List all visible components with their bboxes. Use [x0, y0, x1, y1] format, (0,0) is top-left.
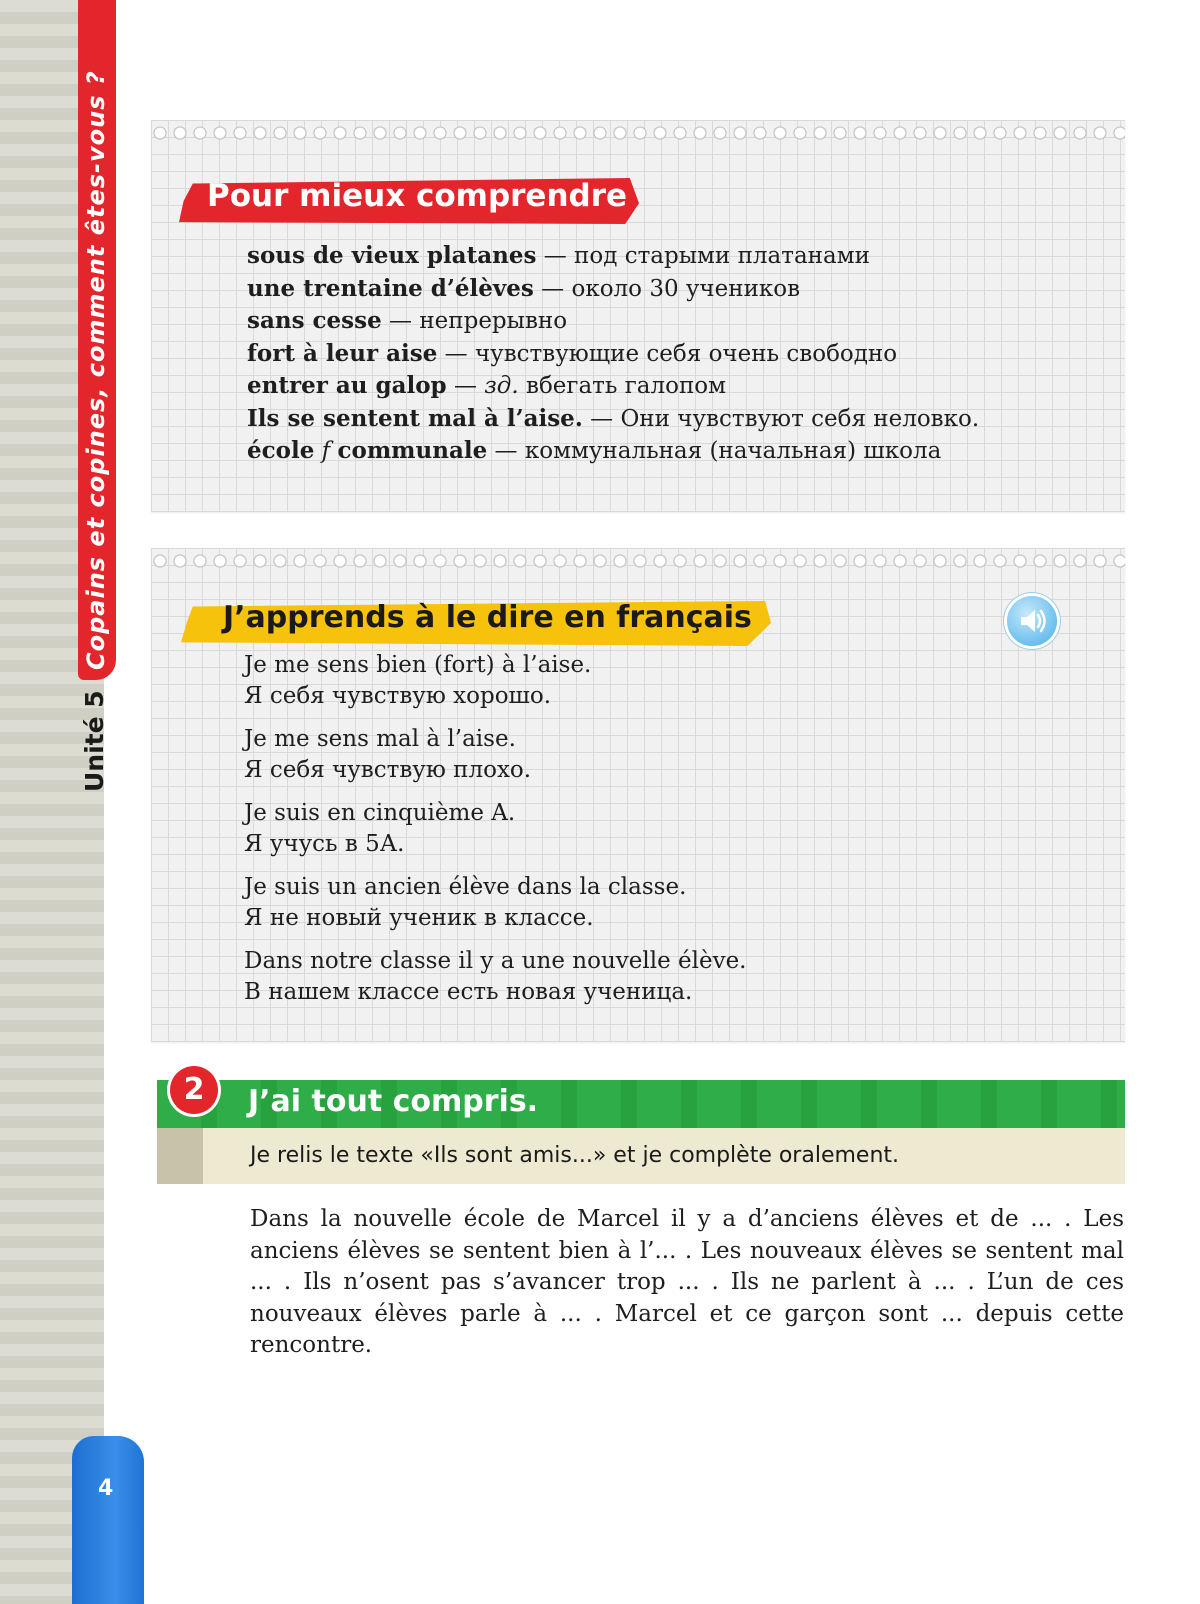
vocab-item: Ils se sentent mal à l’aise. — Они чувствуют себя неловко. — [247, 404, 980, 432]
section-title: Pour mieux comprendre — [207, 178, 628, 214]
phrase-french: Je me sens mal à l’aise. — [244, 726, 516, 752]
unit-label: Unité 5 — [80, 690, 109, 792]
exercise-text: Dans la nouvelle école de Marcel il y a d’anciens élèves et de ... . Les anciens élèves se sentent bien à l’... . Les nouveaux élèves se sentent mal ... . Ils n’osent pas s’avancer trop ... . Ils ne parlent à ... . L’un de ces nouveaux élèves parle à ... . Marcel et ce garçon sont ... depuis cette rencontre. — [250, 1206, 1124, 1358]
vocab-item: sous de vieux platanes — под старыми платанами — [247, 242, 870, 269]
phrase-pair — [244, 650, 747, 712]
vocab-item: une trentaine d’élèves — около 30 учеников — [247, 274, 801, 302]
phrase-pair — [244, 724, 747, 786]
phrase-russian: Я учусь в 5А. — [244, 831, 405, 857]
unit-title: Copains et copines, comment êtes-vous ? — [82, 70, 110, 670]
exercise-number: 2 — [170, 1066, 218, 1114]
vocabulary-list — [247, 240, 979, 468]
vocab-item: entrer au galop — зд. вбегать галопом — [247, 372, 727, 399]
phrase-russian: Я себя чувствую хорошо. — [244, 683, 552, 709]
vocabulary-panel — [151, 120, 1125, 512]
instruction-accent — [157, 1128, 203, 1184]
exercise-title: J’ai tout compris. — [248, 1084, 539, 1119]
vocab-item: sans cesse — непрерывно — [247, 307, 568, 334]
phrase-french: Je suis en cinquième A. — [244, 800, 516, 826]
section-title: J’apprends à le dire en français — [223, 600, 752, 635]
phrase-french: Je suis un ancien élève dans la classe. — [244, 874, 687, 900]
exercise-instruction: Je relis le texte «Ils sont amis...» et je complète oralement. — [250, 1143, 900, 1168]
notebook-holes — [151, 550, 1125, 572]
phrase-pair — [244, 872, 747, 934]
phrase-russian: Я не новый ученик в классе. — [244, 905, 594, 931]
phrase-pair — [244, 946, 747, 1008]
notebook-holes — [151, 122, 1125, 144]
phrases-panel — [151, 548, 1125, 1042]
phrase-list — [244, 650, 747, 1020]
vocab-item: fort à leur aise — чувствующие себя очень свободно — [247, 339, 898, 367]
phrase-french: Je me sens bien (fort) à l’aise. — [244, 652, 592, 678]
phrase-russian: Я себя чувствую плохо. — [244, 757, 532, 783]
phrase-russian: В нашем классе есть новая ученица. — [244, 979, 693, 1005]
page-number: 4 — [98, 1476, 114, 1501]
phrase-pair — [244, 798, 747, 860]
vocab-item: école f communale — коммунальная (начальная) школа — [247, 437, 942, 464]
page-number-tab — [72, 1436, 144, 1604]
audio-play-icon[interactable] — [1007, 596, 1057, 646]
phrase-french: Dans notre classe il y a une nouvelle élève. — [244, 948, 747, 974]
